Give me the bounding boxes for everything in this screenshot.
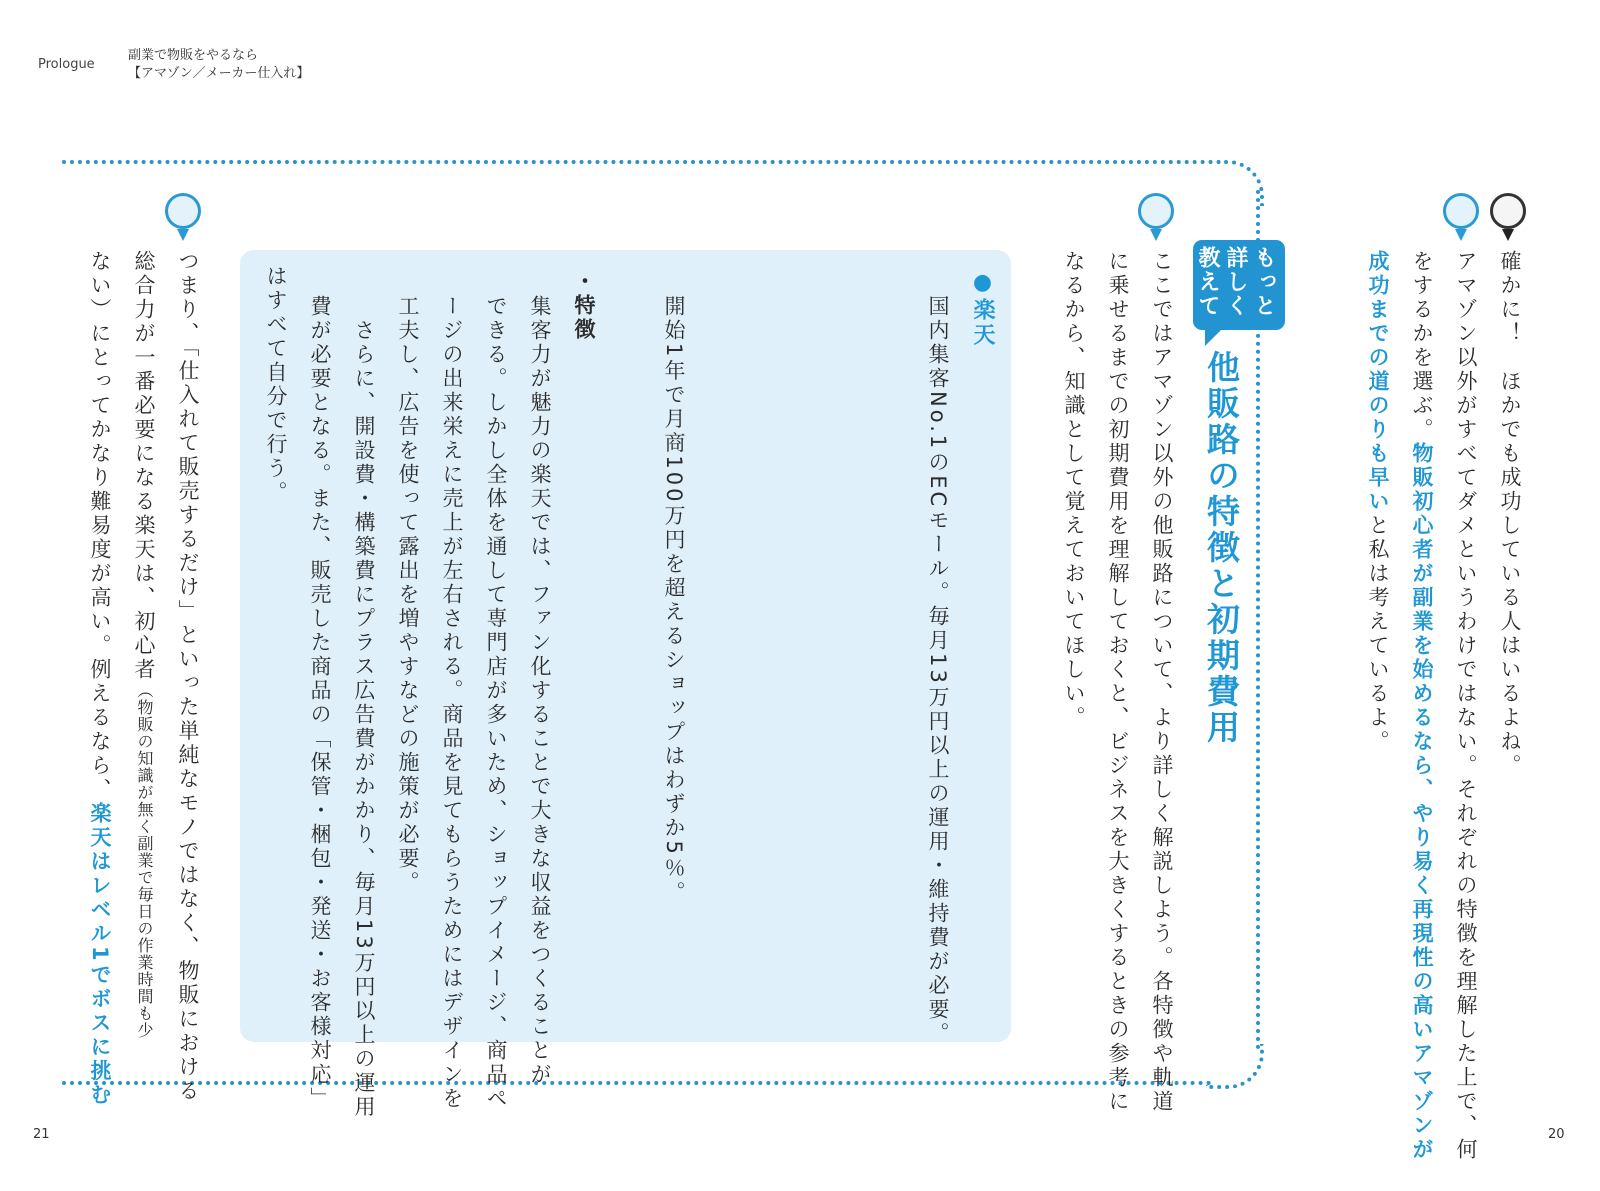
intro-line2: に乗せるまでの初期費用を理解しておくと、ビジネスを大きくするときの参考に bbox=[1106, 250, 1130, 1114]
section-heading: 他販路の特徴と初期費用 bbox=[1202, 350, 1241, 746]
intro-line3: なるから、知識として覚えておいてほしい。 bbox=[1062, 250, 1086, 730]
frame-border-bottom bbox=[62, 1081, 1212, 1085]
dialogue-highlight: 成功までの道のりも早い bbox=[1366, 250, 1390, 514]
dialogue-text: ない）にとってかなり難易度が高い。例えるなら、 bbox=[88, 250, 112, 802]
pin-pointer-icon bbox=[1455, 229, 1467, 241]
teacher-avatar-left bbox=[165, 193, 201, 241]
pin-pointer-icon bbox=[1502, 229, 1514, 241]
feature-line1: 集客力が魅力の楽天では、ファン化することで大きな収益をつくることが bbox=[528, 295, 552, 1087]
features-label: ・特徴 bbox=[572, 270, 596, 342]
left-dialogue-line1: つまり、「仕入れて販売するだけ」といった単純なモノではなく、物販における bbox=[176, 250, 200, 1104]
badge-text bbox=[1193, 246, 1277, 318]
feature-line5: さらに、開設費・構築費にプラス広告費がかかり、毎月13万円以上の運用 bbox=[352, 295, 376, 1120]
frame-corner-bottom-right bbox=[1206, 1044, 1264, 1089]
dialogue-text: と私は考えているよ。 bbox=[1366, 514, 1390, 754]
badge-more-details bbox=[1193, 240, 1285, 330]
dialogue-highlight: 楽天はレベル1でボスに挑む bbox=[88, 802, 112, 1108]
dialogue-student-line: 確かに！ ほかでも成功している人はいるよね。 bbox=[1498, 250, 1522, 778]
badge-line2: 詳しく bbox=[1223, 246, 1248, 318]
teacher-face-icon bbox=[1138, 193, 1174, 229]
student-face-icon bbox=[1490, 193, 1526, 229]
frame-border-top bbox=[62, 160, 1222, 164]
badge-line1: もっと bbox=[1251, 246, 1276, 318]
bullet-dot-icon: ● bbox=[970, 270, 995, 298]
teacher-face-icon bbox=[165, 193, 201, 229]
feature-line3: ージの出来栄えに売上が左右される。商品を見てもらうためにはデザインを bbox=[440, 295, 464, 1111]
intro-line1: ここではアマゾン以外の他販路について、より詳しく解説しよう。各特徴や軌道 bbox=[1150, 250, 1174, 1114]
infobox-title bbox=[960, 270, 1004, 348]
student-avatar bbox=[1490, 193, 1526, 241]
page-number-left: 21 bbox=[33, 1127, 50, 1142]
badge-line3: 教えて bbox=[1195, 246, 1220, 318]
infobox-title-text: 楽天 bbox=[970, 298, 995, 348]
pin-pointer-icon bbox=[1150, 229, 1162, 241]
dialogue-teacher-line3 bbox=[1356, 250, 1400, 754]
badge-tail-icon bbox=[1205, 328, 1223, 346]
teacher-face-icon bbox=[1443, 193, 1479, 229]
chapter-title-line1: 副業で物販をやるなら bbox=[128, 48, 259, 63]
dialogue-aside: （物販の知識が無く副業で毎日の作業時間も少 bbox=[135, 682, 154, 1039]
chapter-title-line2: 【アマゾン／メーカー仕入れ】 bbox=[128, 66, 310, 81]
teacher-avatar bbox=[1443, 193, 1479, 241]
pin-pointer-icon bbox=[177, 229, 189, 241]
feature-line7: はすべて自分で行う。 bbox=[264, 265, 288, 505]
left-dialogue-line3 bbox=[78, 250, 122, 1108]
dialogue-highlight: 物販初心者が副業を始めるなら、やり易く再現性の高いアマゾンが bbox=[1410, 442, 1434, 1162]
page-number-right: 20 bbox=[1548, 1127, 1565, 1142]
dialogue-text: 総合力が一番必要になる楽天は、初心者 bbox=[132, 250, 156, 682]
dialogue-teacher-line1: アマゾン以外がすべてダメというわけではない。それぞれの特徴を理解した上で、何 bbox=[1454, 250, 1478, 1162]
feature-line4: 工夫し、広告を使って露出を増やすなどの施策が必要。 bbox=[396, 295, 420, 895]
dialogue-teacher-line2 bbox=[1400, 250, 1444, 1162]
infobox-summary-line1: 国内集客No.1のECモール。毎月13万円以上の運用・維持費が必要。 bbox=[926, 295, 950, 1046]
chapter-title bbox=[128, 47, 309, 83]
feature-line2: できる。しかし全体を通して専門店が多いため、ショップイメージ、商品ペ bbox=[484, 295, 508, 1111]
infobox-summary-line2: 開始1年で月商100万円を超えるショップはわずか5％。 bbox=[662, 295, 686, 905]
teacher-avatar-section bbox=[1138, 193, 1174, 241]
section-label: Prologue bbox=[38, 57, 95, 72]
left-dialogue-line2 bbox=[122, 250, 166, 1039]
feature-line6: 費が必要となる。また、販売した商品の「保管・梱包・発送・お客様対応」 bbox=[308, 295, 332, 1111]
dialogue-text: をするかを選ぶ。 bbox=[1410, 250, 1434, 442]
